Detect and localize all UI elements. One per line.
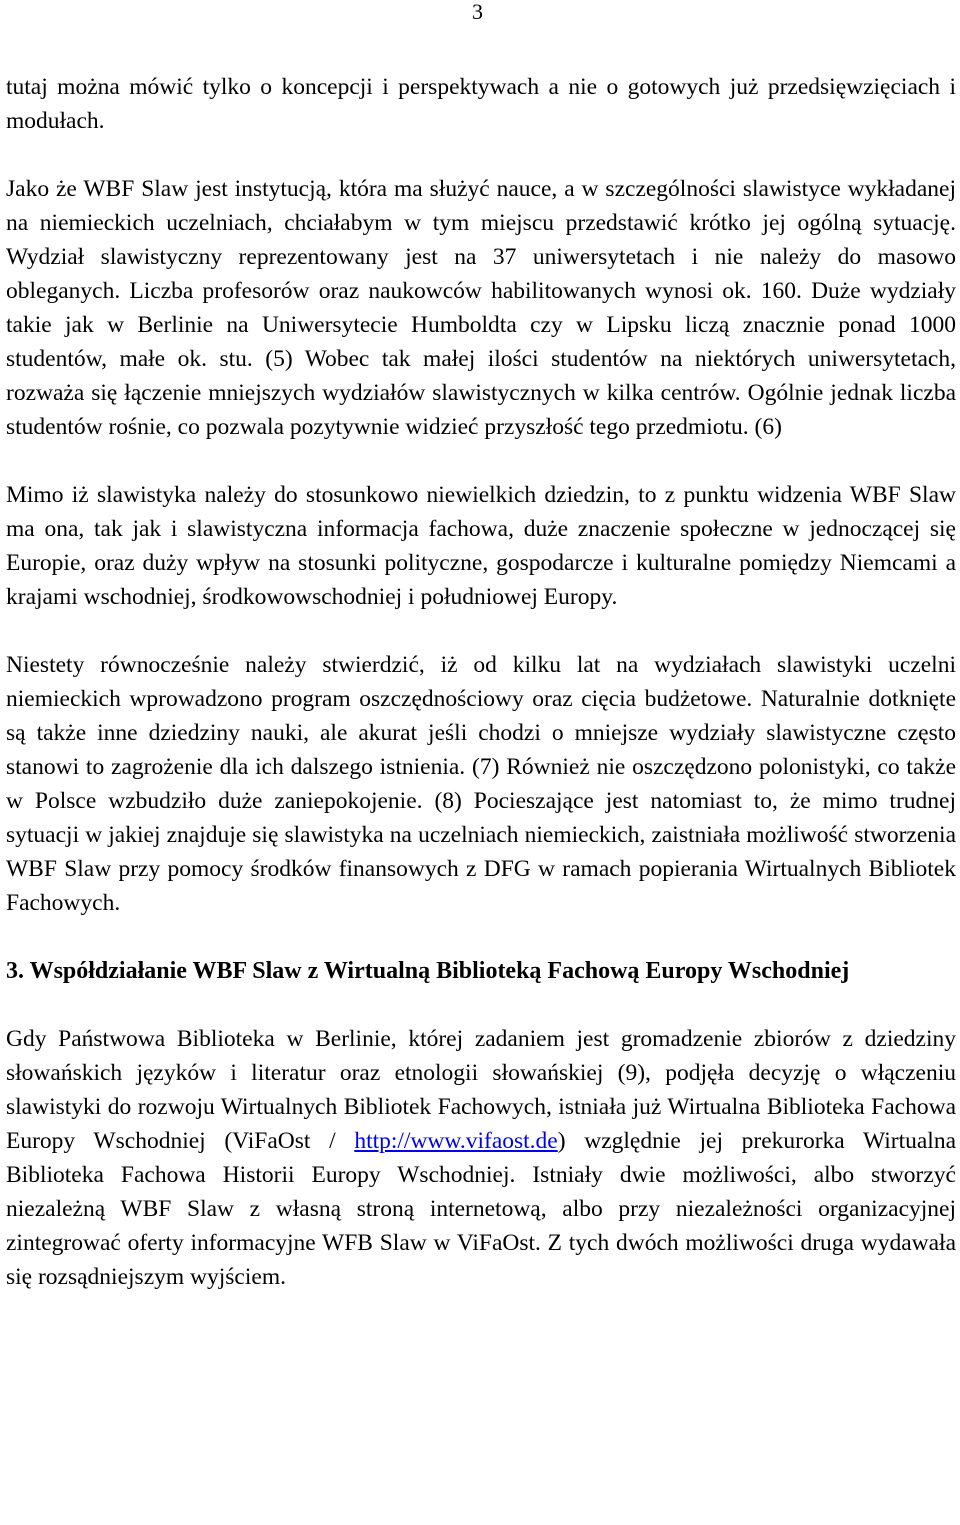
paragraph-spacer — [6, 614, 956, 648]
vifaost-link[interactable]: http://www.vifaost.de — [354, 1128, 558, 1154]
paragraph-spacer — [6, 920, 956, 954]
paragraph-significance: Mimo iż slawistyka należy do stosunkowo niewielkich dziedzin, to z punktu widzenia WBF Slaw ma ona, tak jak i slawistyczna informacja fachowa, duże znaczenie społeczne w jednoczącej się Europie, oraz duży wpływ na stosunki polityczne, gospodarcze i kulturalne pomiędzy Niemcami a krajami wschodniej, środkowowschodniej i południowej Europy. — [6, 482, 956, 610]
paragraph-spacer — [6, 444, 956, 478]
paragraph-text-before-link: Gdy Państwowa Biblioteka w Berlinie, której zadaniem jest gromadzenie zbiorów z dziedziny słowańskich języków i literatur oraz etnologii słowańskiej (9), podjęła decyzję o włączeniu slawistyki do rozwoju Wirtualnych Bibliotek Fachowych, istniała już Wirtualna Biblioteka Fachowa Europy Wschodniej (ViFaOst / — [6, 1026, 956, 1154]
paragraph-text-after-link: ) względnie jej prekurorka Wirtualna Biblioteka Fachowa Historii Europy Wschodniej. Istniały dwie możliwości, albo stworzyć niezależną WBF Slaw z własną stroną internetową, albo przy niezależności organizacyjnej zintegrować oferty informacyjne WFB Slaw w ViFaOst. Z tych dwóch możliwości druga wydawała się rozsądniejszym wyjściem. — [6, 1128, 957, 1290]
paragraph-spacer — [6, 138, 956, 172]
section-heading: 3. Współdziałanie WBF Slaw z Wirtualną Biblioteką Fachową Europy Wschodniej — [6, 958, 850, 984]
paragraph-situation: Jako że WBF Slaw jest instytucją, która ma służyć nauce, a w szczególności slawistyce wykładanej na niemieckich uczelniach, chciałabym w tym miejscu przedstawić krótko jej ogólną sytuację. Wydział slawistyczny reprezentowany jest na 37 uniwersytetach i nie należy do masowo obleganych. Liczba profesorów oraz naukowców habilitowanych wynosi ok. 160. Duże wydziały takie jak w Berlinie na Uniwersytecie Humboldta czy w Lipsku liczą znacznie ponad 1000 studentów, małe ok. stu. (5) Wobec tak małej ilości studentów na niektórych uniwersytetach, rozważa się łączenie mniejszych wydziałów slawistycznych w kilka centrów. Ogólnie jednak liczba studentów rośnie, co pozwala pozytywnie widzieć przyszłość tego przedmiotu. (6) — [6, 176, 956, 440]
document-body — [6, 70, 956, 1294]
paragraph-budget-cuts: Niestety równocześnie należy stwierdzić, iż od kilku lat na wydziałach slawistyki uczelni niemieckich wprowadzono program oszczędnościowy oraz cięcia budżetowe. Naturalnie dotknięte są także inne dziedziny nauki, ale akurat jeśli chodzi o mniejsze wydziały slawistyczne często stanowi to zagrożenie dla ich dalszego istnienia. (7) Również nie oszczędzono polonistyki, co także w Polsce wzbudziło duże zaniepokojenie. (8) Pocieszające jest natomiast to, że mimo trudnej sytuacji w jakiej znajduje się slawistyka na uczelniach niemieckich, zaistniała możliwość stworzenia WBF Slaw przy pomocy środków finansowych z DFG w ramach popierania Wirtualnych Bibliotek Fachowych. — [6, 652, 956, 916]
paragraph-continuation: tutaj można mówić tylko o koncepcji i perspektywach a nie o gotowych już przedsięwzięciach i modułach. — [6, 74, 956, 134]
paragraph-cooperation — [6, 1022, 956, 1294]
page-number: 3 — [472, 0, 483, 24]
paragraph-spacer — [6, 988, 956, 1022]
